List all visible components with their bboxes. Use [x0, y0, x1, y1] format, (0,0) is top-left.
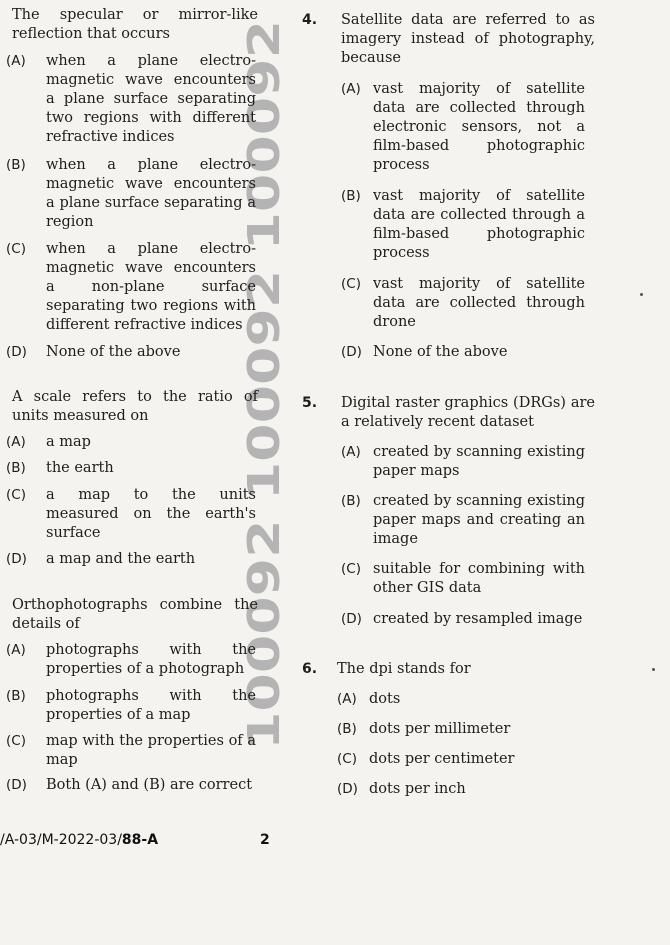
option-label: (A): [6, 434, 26, 450]
question-number: 4.: [302, 12, 318, 28]
option-label: (C): [341, 276, 361, 292]
option-a: [6, 433, 256, 452]
option-d: [341, 610, 585, 629]
option-d: [6, 550, 256, 569]
option-c: [6, 240, 256, 335]
option-label: (B): [6, 460, 26, 476]
question-stem: A scale refers to the ratio of units measured on: [12, 389, 258, 424]
option-text: dots: [369, 691, 401, 707]
option-text: when a plane electro-magnetic wave encounters a plane surface separating a region: [46, 157, 256, 230]
option-text: vast majority of satellite data are collected through a film-based photographic process: [373, 188, 585, 261]
option-label: (C): [6, 241, 26, 257]
question-4: [302, 11, 595, 360]
option-text: suitable for combining with other GIS data: [373, 561, 585, 596]
speck: [652, 668, 655, 671]
option-text: Both (A) and (B) are correct: [46, 777, 253, 793]
question-2: [6, 388, 258, 567]
option-d: [337, 780, 581, 799]
question-stem: [302, 394, 595, 432]
option-b: [341, 492, 585, 549]
paper-code-prefix: /A-03/M-2022-03/: [0, 832, 122, 848]
option-label: (C): [337, 751, 357, 767]
paper-code: [0, 832, 158, 848]
question-3: [6, 596, 258, 793]
question-text: Digital raster graphics (DRGs) are a relatively recent dataset: [341, 395, 595, 430]
option-text: when a plane electro-magnetic wave encounters a plane surface separating two regions with different refractive indices: [46, 53, 256, 145]
option-c: [341, 275, 585, 332]
option-label: (C): [341, 561, 361, 577]
option-label: (B): [341, 493, 361, 509]
option-label: (D): [341, 611, 362, 627]
question-stem: Orthophotographs combine the details of: [12, 597, 258, 632]
question-5: [302, 394, 595, 627]
option-b: [337, 720, 581, 739]
question-number: 6.: [302, 661, 318, 677]
option-label: (D): [6, 777, 27, 793]
question-text: The dpi stands for: [337, 661, 471, 677]
option-label: (C): [6, 733, 26, 749]
option-label: (A): [6, 642, 26, 658]
option-d: [6, 343, 256, 362]
question-6: [302, 660, 595, 797]
question-stem: [302, 11, 595, 68]
option-text: dots per inch: [369, 781, 466, 797]
page-number: 2: [260, 832, 270, 848]
option-a: [341, 443, 585, 481]
option-text: when a plane electro-magnetic wave encounters a non-plane surface separating two regions with different refractive indices: [46, 241, 256, 333]
option-label: (B): [341, 188, 361, 204]
option-text: the earth: [46, 460, 114, 476]
option-c: [341, 560, 585, 598]
option-b: [6, 156, 256, 232]
paper-code-bold: 88-A: [121, 832, 159, 848]
option-label: (D): [337, 781, 358, 797]
option-label: (D): [6, 344, 27, 360]
option-a: [337, 690, 581, 709]
option-c: [6, 732, 256, 770]
option-c: [337, 750, 581, 769]
option-label: (B): [6, 688, 26, 704]
option-text: dots per centimeter: [369, 751, 515, 767]
option-b: [6, 459, 256, 478]
option-text: a map: [46, 434, 91, 450]
option-label: (D): [6, 551, 27, 567]
option-d: [6, 776, 256, 795]
question-stem: [302, 660, 595, 679]
option-b: [341, 187, 585, 263]
option-text: a map to the units measured on the earth's surface: [46, 487, 256, 541]
option-label: (A): [341, 444, 361, 460]
question-number: 5.: [302, 395, 318, 411]
option-label: (B): [337, 721, 357, 737]
option-text: map with the properties of a map: [46, 733, 256, 768]
option-c: [6, 486, 256, 543]
option-a: [6, 52, 256, 147]
option-label: (A): [341, 81, 361, 97]
option-a: [6, 641, 256, 679]
option-d: [341, 343, 585, 362]
option-text: None of the above: [46, 344, 181, 360]
option-label: (A): [6, 53, 26, 69]
option-label: (A): [337, 691, 357, 707]
option-text: a map and the earth: [46, 551, 196, 567]
speck: [640, 293, 643, 296]
option-text: created by scanning existing paper maps and creating an image: [373, 493, 585, 547]
option-text: dots per millimeter: [369, 721, 511, 737]
option-text: created by scanning existing paper maps: [373, 444, 585, 479]
option-text: vast majority of satellite data are collected through electronic sensors, not a film-based photographic process: [373, 81, 585, 173]
option-b: [6, 687, 256, 725]
watermark-text: 100092 100092 100092: [239, 168, 290, 750]
question-1: [6, 6, 258, 360]
option-a: [341, 80, 585, 175]
option-label: (B): [6, 157, 26, 173]
option-label: (D): [341, 344, 362, 360]
option-text: None of the above: [373, 344, 508, 360]
question-stem: The specular or mirror-like reflection that occurs: [12, 7, 258, 42]
option-text: vast majority of satellite data are collected through drone: [373, 276, 585, 330]
option-text: created by resampled image: [373, 611, 583, 627]
question-text: Satellite data are referred to as imagery instead of photography, because: [341, 12, 595, 66]
option-text: photographs with the properties of a photograph: [46, 642, 256, 677]
option-text: photographs with the properties of a map: [46, 688, 256, 723]
option-label: (C): [6, 487, 26, 503]
